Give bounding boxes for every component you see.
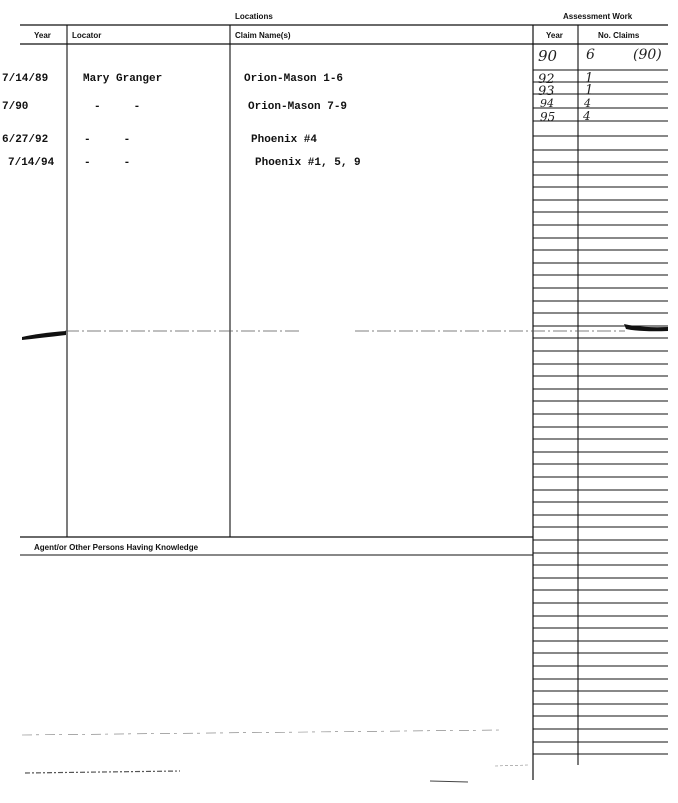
location-year: 6/27/92 [2, 134, 49, 146]
assessment-claims: 4 [584, 97, 591, 110]
col-header-aw-claims: No. Claims [598, 31, 640, 40]
assessment-claims: 6 [586, 47, 595, 63]
location-year: 7/14/89 [2, 73, 49, 85]
assessment-claims: 1 [585, 71, 594, 86]
assessment-note: (90) [633, 47, 662, 63]
col-header-aw-year: Year [546, 31, 563, 40]
assessment-ruled-rows [533, 70, 668, 754]
location-year: 7/14/94 [8, 157, 55, 169]
assessment-year: 90 [538, 47, 558, 65]
assessment-year: 92 [538, 72, 555, 87]
location-claim: Orion-Mason 1-6 [244, 73, 344, 85]
assessment-year: 95 [540, 110, 556, 124]
col-header-locator: Locator [72, 31, 102, 40]
agent-label: Agent/or Other Persons Having Knowledge [34, 543, 199, 552]
assessment-claims: 4 [583, 109, 591, 123]
col-header-year: Year [34, 31, 51, 40]
location-locator: - - [84, 134, 131, 146]
location-year: 7/90 [2, 101, 29, 113]
assessment-claims: 1 [585, 83, 594, 98]
assessment-work-header: Assessment Work [563, 12, 633, 21]
location-locator: - - [94, 101, 141, 113]
location-claim: Orion-Mason 7-9 [248, 101, 348, 113]
assessment-year: 93 [538, 84, 555, 99]
assessment-year: 94 [540, 97, 554, 110]
location-locator: - - [84, 157, 131, 169]
location-claim: Phoenix #1, 5, 9 [255, 157, 361, 169]
locations-header: Locations [235, 12, 273, 21]
col-header-claim-names: Claim Name(s) [235, 31, 291, 40]
location-locator: Mary Granger [83, 73, 163, 85]
location-claim: Phoenix #4 [251, 134, 318, 146]
